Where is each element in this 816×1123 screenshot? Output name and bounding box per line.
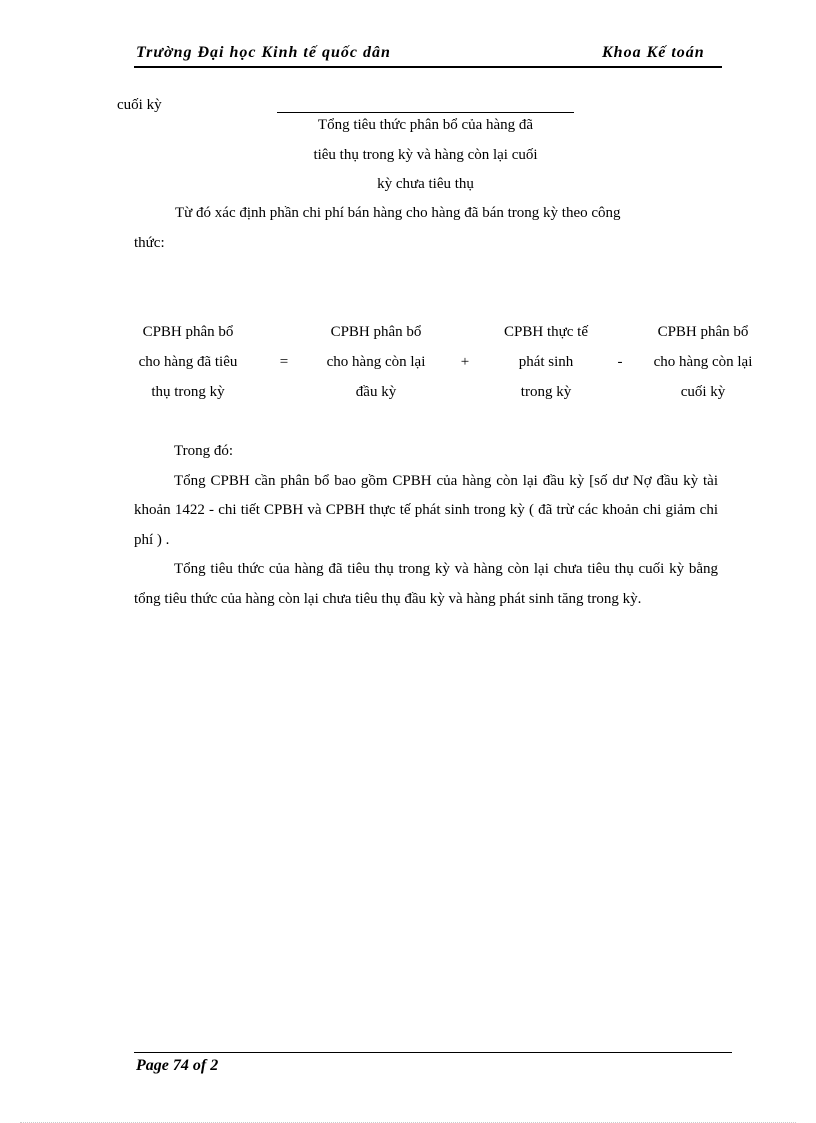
- formula-term-1-line: thụ trong kỳ: [151, 384, 225, 400]
- formula-term-2-line: CPBH phân bổ: [330, 324, 422, 340]
- formula-term-1: [122, 317, 254, 407]
- footer-rule: [134, 1052, 732, 1053]
- formula-term-3: [486, 317, 606, 407]
- intro-line-2: thức:: [134, 235, 165, 251]
- formula-term-3-line: trong kỳ: [520, 384, 572, 400]
- formula-equals: =: [279, 354, 289, 370]
- formula-plus: +: [460, 354, 470, 370]
- formula-term-3-line: CPBH thực tế: [504, 324, 588, 340]
- formula-term-2-line: đầu kỳ: [355, 384, 397, 400]
- header-university: Trường Đại học Kinh tế quốc dân: [136, 44, 391, 61]
- fraction-denominator-line-1: Tổng tiêu thức phân bổ của hàng đã: [317, 117, 534, 133]
- body-paragraph-2: Tổng tiêu thức của hàng đã tiêu thụ trong kỳ và hàng còn lại chưa tiêu thụ cuối kỳ bằng tổng tiêu thức của hàng còn lại chưa tiêu thụ đầu kỳ và hàng phát sinh tăng trong kỳ.: [134, 561, 718, 607]
- formula-term-4-line: CPBH phân bổ: [657, 324, 749, 340]
- formula-term-1-line: cho hàng đã tiêu: [138, 354, 238, 370]
- fraction-denominator-line-3: kỳ chưa tiêu thụ: [377, 176, 474, 192]
- header-faculty: Khoa Kế toán: [602, 44, 705, 61]
- formula-term-2-line: cho hàng còn lại: [326, 354, 426, 370]
- body-paragraph-1: Tổng CPBH cần phân bổ bao gồm CPBH của hàng còn lại đầu kỳ [số dư Nợ đầu kỳ tài khoản 1422 - chi tiết CPBH và CPBH thực tế phát sinh trong kỳ ( đã trừ các khoản chi giảm chi phí ) .: [134, 472, 718, 548]
- formula-term-4-line: cho hàng còn lại: [653, 354, 753, 370]
- formula-term-4-line: cuối kỳ: [680, 384, 726, 400]
- intro-line-1: Từ đó xác định phần chi phí bán hàng cho hàng đã bán trong kỳ theo công: [175, 205, 621, 221]
- where-heading: Trong đó:: [174, 443, 234, 459]
- header-rule: [134, 66, 722, 68]
- formula-term-1-line: CPBH phân bổ: [142, 324, 234, 340]
- formula-term-4: [637, 317, 769, 407]
- fraction-denominator-line-2: tiêu thụ trong kỳ và hàng còn lại cuối: [313, 147, 538, 163]
- page-number: Page 74 of 2: [136, 1057, 219, 1074]
- formula-term-2: [310, 317, 442, 407]
- formula-term-3-line: phát sinh: [518, 354, 574, 370]
- body-text: [134, 437, 718, 614]
- formula-minus: -: [617, 354, 623, 370]
- fraction-label: cuối kỳ: [117, 97, 162, 113]
